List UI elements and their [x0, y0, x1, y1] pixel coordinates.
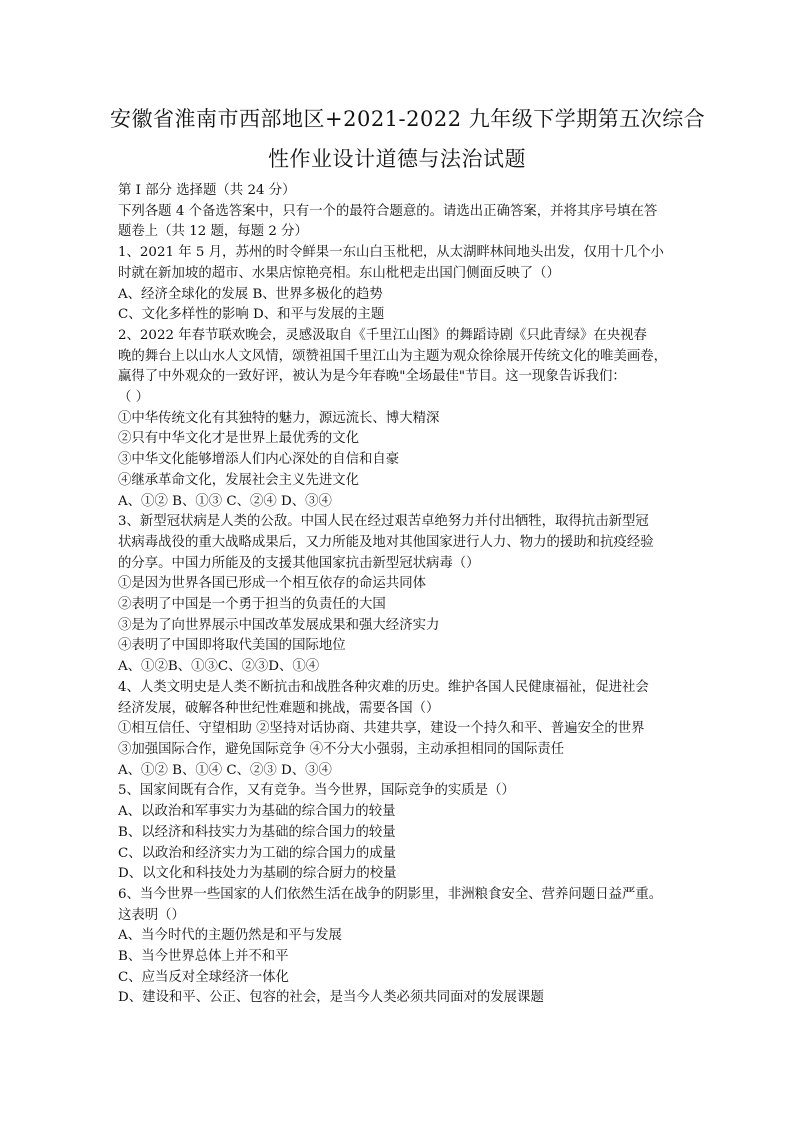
question-2-options: A、①② B、①③ C、②④ D、③④	[118, 493, 332, 509]
question-1-options: C、文化多样性的影响 D、和平与发展的主题	[118, 307, 385, 323]
question-4-statement: ③加强国际合作，避免国际竞争 ④不分大小强弱，主动承担相同的国际责任	[118, 741, 565, 757]
question-3-statement: ②表明了中国是一个勇于担当的负责任的大国	[118, 597, 386, 613]
question-6-stem: 6、当今世界一些国家的人们依然生活在战争的阴影里，非洲粮食安全、营养问题日益严重。	[118, 886, 663, 902]
question-2-statement: ①中华传统文化有其独特的魅力，源远流长、博大精深	[118, 410, 440, 426]
question-5-option: B、以经济和科技实力为基础的综合国力的较量	[118, 824, 396, 840]
question-1-stem: 1、2021 年 5 月，苏州的时令鲜果一东山白玉枇杷，从太湖畔林间地头出发，仅用十几个小	[118, 245, 664, 261]
instruction-line: 题卷上（共 12 题，每题 2 分）	[118, 224, 308, 240]
question-3-stem: 状病毒战役的重大战略成果后，又力所能及地对其他国家进行人力、物力的援助和抗疫经验	[118, 534, 654, 550]
question-6-option: D、建设和平、公正、包容的社会，是当今人类必须共同面对的发展课题	[118, 990, 544, 1006]
question-6-option: B、当今世界总体上并不和平	[118, 949, 289, 965]
question-3-stem: 的分享。中国力所能及的支援其他国家抗击新型冠状病毒（）	[118, 555, 480, 571]
question-4-stem: 经济发展，破解各种世纪性难题和挑战，需要各国（）	[118, 700, 440, 716]
document-title-line-1: 安徽省淮南市西部地区+2021-2022 九年级下学期第五次综合	[110, 107, 706, 131]
question-2-statement: ④继承革命文化，发展社会主义先进文化	[118, 472, 360, 488]
question-1-options: A、经济全球化的发展 B、世界多极化的趋势	[118, 286, 383, 302]
document-body	[118, 181, 684, 1009]
question-6-stem: 这表明（）	[118, 907, 185, 923]
question-3-options: A、①②B、①③C、②③D、①④	[118, 659, 320, 675]
question-5-option: A、以政治和军事实力为基础的综合国力的较量	[118, 804, 396, 820]
document-title-line-2: 性作业设计道德与法治试题	[268, 147, 526, 171]
question-6-option: C、应当反对全球经济一体化	[118, 969, 289, 985]
question-3-statement: ①是因为世界各国已形成一个相互依存的命运共同体	[118, 576, 426, 592]
question-3-stem: 3、新型冠状病是人类的公敌。中国人民在经过艰苦卓绝努力并付出牺牲，取得抗击新型冠	[118, 514, 649, 530]
question-3-statement: ④表明了中国即将取代美国的国际地位	[118, 638, 346, 654]
question-2-statement: ②只有中华文化才是世界上最优秀的文化	[118, 431, 360, 447]
question-2-stem: 赢得了中外观众的一致好评，被认为是今年春晚"全场最佳"节目。这一现象告诉我们：	[118, 369, 626, 385]
question-4-options: A、①② B、①④ C、②③ D、③④	[118, 762, 332, 778]
section-heading: 第 I 部分 选择题（共 24 分）	[118, 183, 296, 198]
question-1-stem: 时就在新加坡的超市、水果店惊艳亮相。东山枇杷走出国门侧面反映了（）	[118, 265, 560, 281]
question-2-statement: ③中华文化能够增添人们内心深处的自信和自豪	[118, 452, 400, 468]
question-2-stem: （ ）	[118, 390, 150, 406]
question-3-statement: ③是为了向世界展示中国改革发展成果和强大经济实力	[118, 617, 440, 633]
question-4-stem: 4、人类文明史是人类不断抗击和战胜各种灾难的历史。维护各国人民健康福祉，促进社会	[118, 679, 649, 695]
question-2-stem: 晚的舞台上以山水人文风情，颂赞祖国千里江山为主题为观众徐徐展开传统文化的唯美画卷，	[118, 348, 668, 364]
question-6-option: A、当今时代的主题仍然是和平与发展	[118, 928, 342, 944]
question-5-stem: 5、国家间既有合作，又有竞争。当今世界，国际竞争的实质是（）	[118, 783, 515, 799]
instruction-line: 下列各题 4 个备选答案中，只有一个的最符合题意的。请选出正确答案，并将其序号填在答	[118, 203, 658, 219]
question-5-option: C、以政治和经济实力为工础的综合国力的成量	[118, 845, 397, 861]
question-2-stem: 2、2022 年春节联欢晚会，灵感汲取自《千里江山图》的舞蹈诗剧《只此青绿》在央视春	[118, 327, 647, 343]
question-4-statement: ①相互信任、守望相助 ②坚持对话协商、共建共享，建设一个持久和平、普遍安全的世界	[118, 721, 645, 737]
question-5-option: D、以文化和科技处力为基刷的综合厨力的校量	[118, 866, 397, 882]
